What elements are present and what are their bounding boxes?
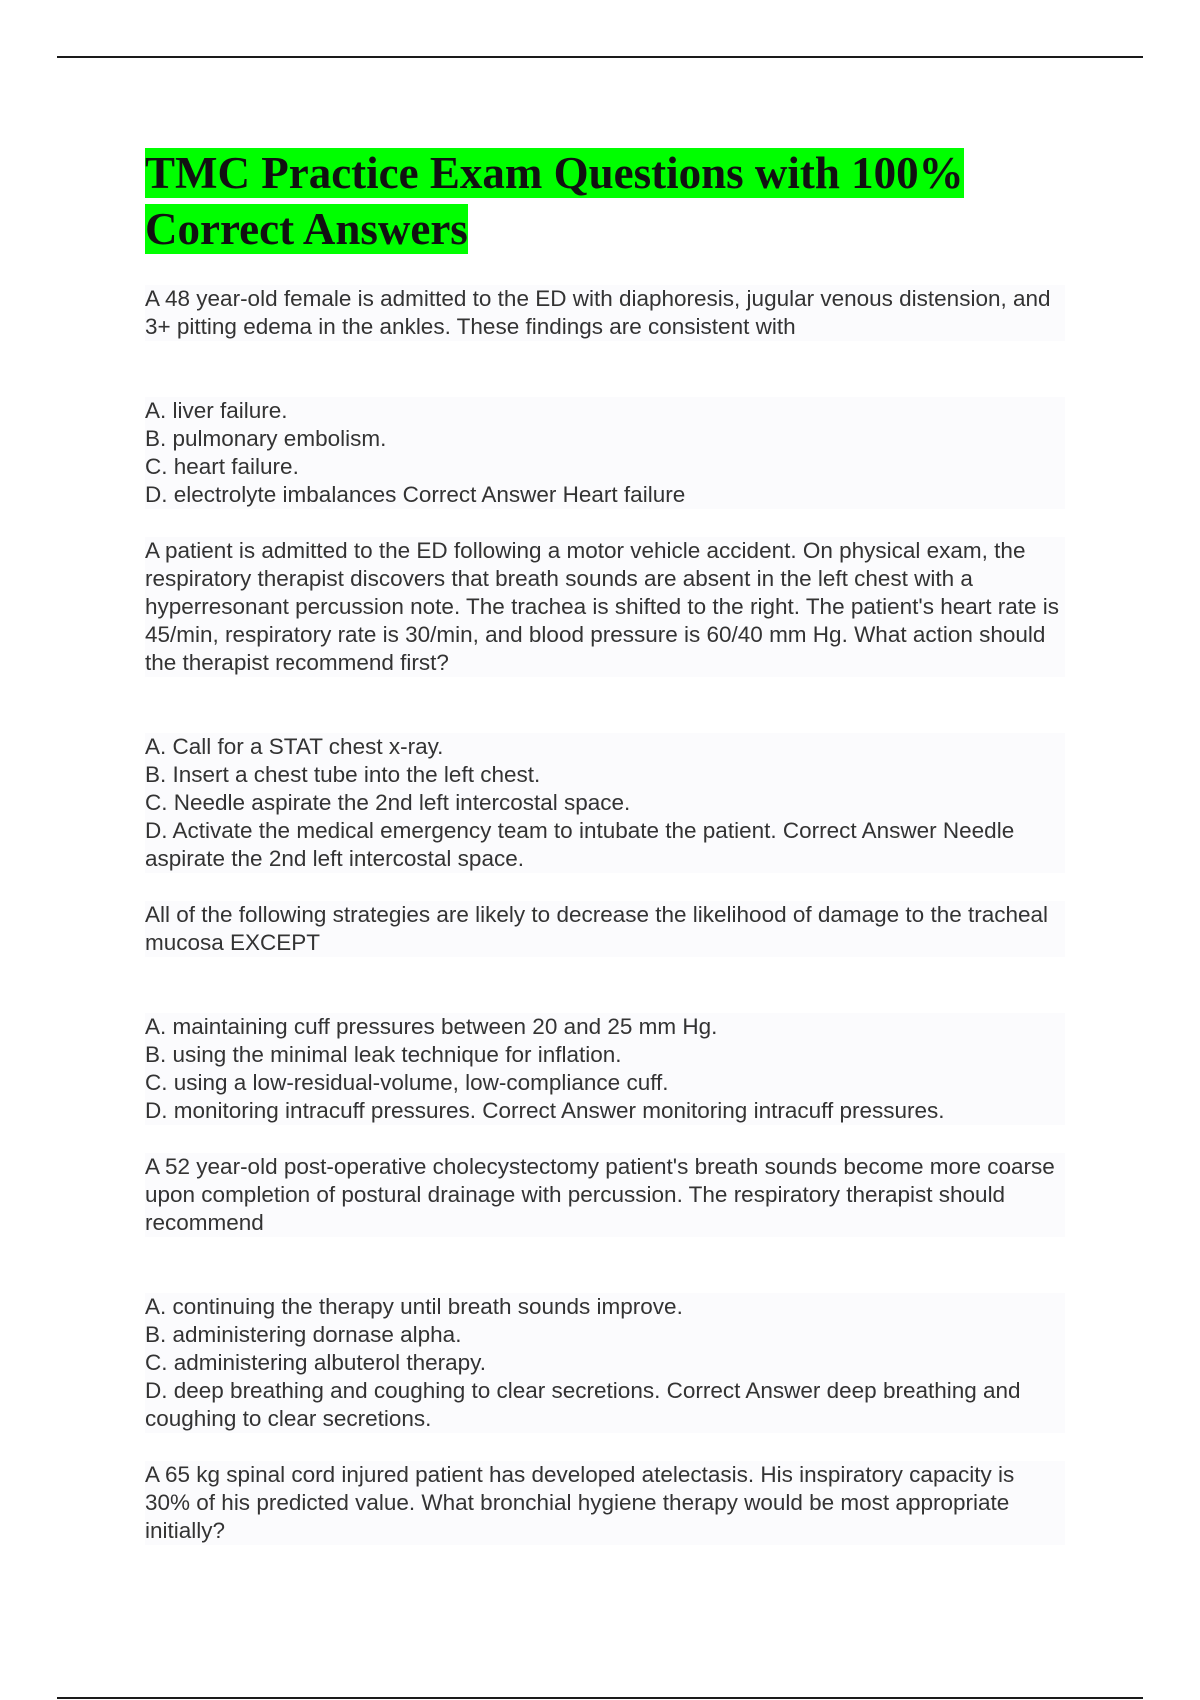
question-block [145,537,1065,873]
answer-option: A. maintaining cuff pressures between 20 and 25 mm Hg. [145,1013,1065,1041]
answer-option: C. heart failure. [145,453,1065,481]
answer-option: D. deep breathing and coughing to clear secretions. Correct Answer deep breathing and coughing to clear secretions. [145,1377,1065,1433]
question-block [145,1461,1065,1545]
answer-option: B. pulmonary embolism. [145,425,1065,453]
answer-option: C. using a low-residual-volume, low-compliance cuff. [145,1069,1065,1097]
document-title [145,145,1045,257]
document-body [145,145,1065,1573]
document-title-text: TMC Practice Exam Questions with 100% Correct Answers [145,148,964,254]
question-text: A patient is admitted to the ED following a motor vehicle accident. On physical exam, the respiratory therapist discovers that breath sounds are absent in the left chest with a hyperresonant percussion note. The trachea is shifted to the right. The patient's heart rate is 45/min, respiratory rate is 30/min, and blood pressure is 60/40 mm Hg. What action should the therapist recommend first? [145,537,1065,677]
answer-option: B. using the minimal leak technique for inflation. [145,1041,1065,1069]
question-text: A 52 year-old post-operative cholecystectomy patient's breath sounds become more coarse upon completion of postural drainage with percussion. The respiratory therapist should recommend [145,1153,1065,1237]
answer-option: D. electrolyte imbalances Correct Answer Heart failure [145,481,1065,509]
bottom-rule [57,1697,1143,1699]
answer-option: D. Activate the medical emergency team to intubate the patient. Correct Answer Needle aspirate the 2nd left intercostal space. [145,817,1065,873]
answer-option: B. Insert a chest tube into the left chest. [145,761,1065,789]
question-block [145,1153,1065,1433]
top-rule [57,56,1143,58]
question-text: A 48 year-old female is admitted to the ED with diaphoresis, jugular venous distension, and 3+ pitting edema in the ankles. These findings are consistent with [145,285,1065,341]
question-text: All of the following strategies are likely to decrease the likelihood of damage to the tracheal mucosa EXCEPT [145,901,1065,957]
answer-option: B. administering dornase alpha. [145,1321,1065,1349]
answer-option: A. liver failure. [145,397,1065,425]
answer-option: C. Needle aspirate the 2nd left intercostal space. [145,789,1065,817]
answer-option: D. monitoring intracuff pressures. Correct Answer monitoring intracuff pressures. [145,1097,1065,1125]
answer-option: C. administering albuterol therapy. [145,1349,1065,1377]
question-block [145,901,1065,1125]
question-text: A 65 kg spinal cord injured patient has developed atelectasis. His inspiratory capacity is 30% of his predicted value. What bronchial hygiene therapy would be most appropriate initially? [145,1461,1065,1545]
question-block [145,285,1065,509]
question-list [145,285,1065,1545]
answer-option: A. continuing the therapy until breath sounds improve. [145,1293,1065,1321]
answer-option: A. Call for a STAT chest x-ray. [145,733,1065,761]
